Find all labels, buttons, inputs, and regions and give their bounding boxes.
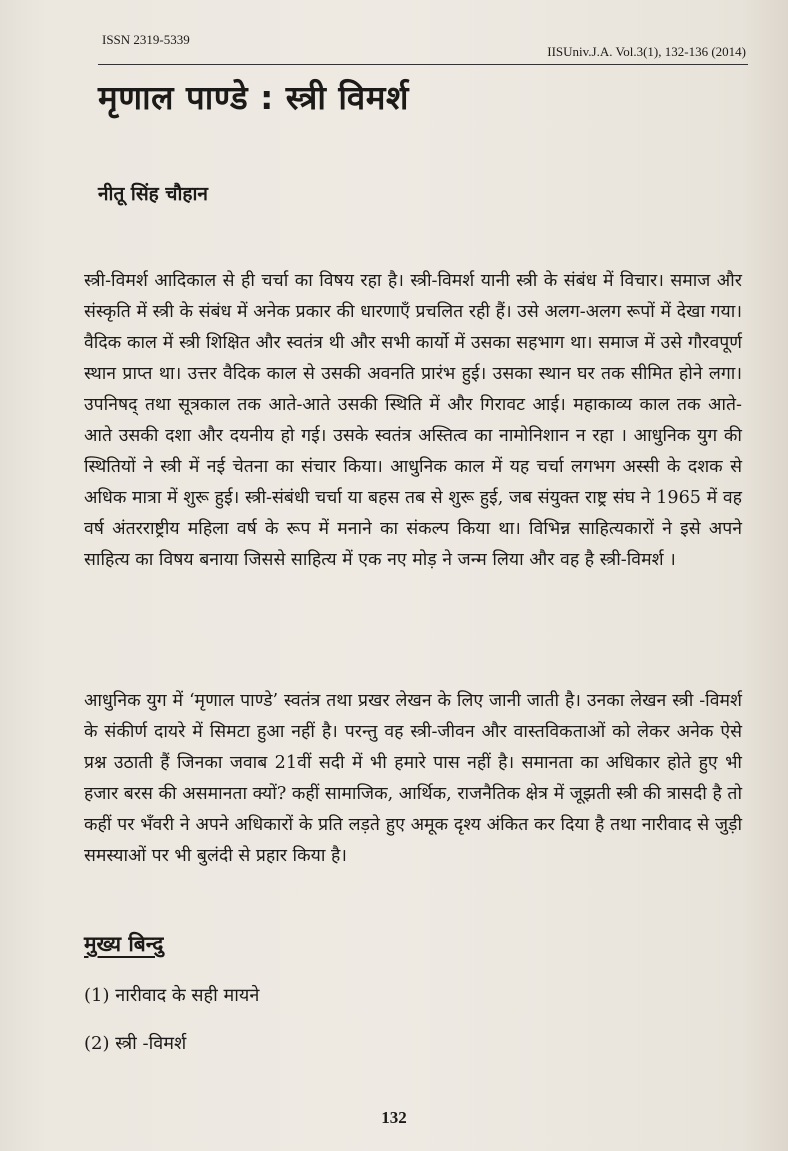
author-name: नीतू सिंह चौहान xyxy=(98,183,208,205)
key-point-item: (2) स्त्री -विमर्श xyxy=(84,1033,187,1054)
running-header xyxy=(98,30,748,65)
key-points-list xyxy=(84,978,259,1074)
body-paragraph-2: आधुनिक युग में ‘मृणाल पाण्डे’ स्वतंत्र तथा प्रखर लेखन के लिए जानी जाती है। उनका लेखन स्त्री -विमर्श के संकीर्ण दायरे में सिमटा हुआ नहीं है। परन्तु वह स्त्री-जीवन और वास्तविकताओं को लेकर अनेक ऐसे प्रश्न उठाती हैं जिनका जवाब 21वीं सदी में भी हमारे पास नहीं है। समानता का अधिकार होते हुए भी हजार बरस की असमानता क्यों? कहीं सामाजिक, आर्थिक, राजनैतिक क्षेत्र में जूझती स्त्री की त्रासदी है तो कहीं पर भँवरी ने अपने अधिकारों के प्रति लड़ते हुए अमूक दृश्य अंकित कर दिया है तथा नारीवाद से जुड़ी समस्याओं पर भी बुलंदी से प्रहार किया है। xyxy=(84,691,742,866)
article-title: मृणाल पाण्डे : स्त्री विमर्श xyxy=(98,78,409,117)
issn-label: ISSN 2319-5339 xyxy=(102,32,190,47)
body-paragraph-1: स्त्री-विमर्श आदिकाल से ही चर्चा का विषय रहा है। स्त्री-विमर्श यानी स्त्री के संबंध में विचार। समाज और संस्कृति में स्त्री के संबंध में अनेक प्रकार की धारणाएँ प्रचलित रही हैं। उसे अलग-अलग रूपों में देखा गया। वैदिक काल में स्त्री शिक्षित और स्वतंत्र थी और सभी कार्यो में उसका सहभाग था। समाज में उसे गौरवपूर्ण स्थान प्राप्त था। उत्तर वैदिक काल से उसकी अवनति प्रारंभ हुई। उसका स्थान घर तक सीमित होने लगा। उपनिषद् तथा सूत्रकाल तक आते-आते उसकी स्थिति में और गिरावट आई। महाकाव्य काल तक आते-आते उसकी दशा और दयनीय हो गई। उसके स्वतंत्र अस्तित्व का नामोनिशान न रहा । आधुनिक युग की स्थितियों ने स्त्री में नई चेतना का संचार किया। आधुनिक काल में यह चर्चा लगभग अस्सी के दशक से अधिक मात्रा में शुरू हुई। स्त्री-संबंधी चर्चा या बहस तब से शुरू हुई, जब संयुक्त राष्ट्र संघ ने 1965 में वह वर्ष अंतरराष्ट्रीय महिला वर्ष के रूप में मनाने का संकल्प किया था। विभिन्न साहित्यकारों ने इसे अपने साहित्य का विषय बनाया जिससे साहित्य में एक नए मोड़ ने जन्म लिया और वह है स्त्री-विमर्श । xyxy=(84,271,742,570)
journal-citation: IISUniv.J.A. Vol.3(1), 132-136 (2014) xyxy=(547,44,746,59)
section-heading-key-points: मुख्य बिन्दु xyxy=(84,932,164,956)
page-number: 132 xyxy=(381,1108,407,1127)
key-point-item: (1) नारीवाद के सही मायने xyxy=(84,985,260,1006)
